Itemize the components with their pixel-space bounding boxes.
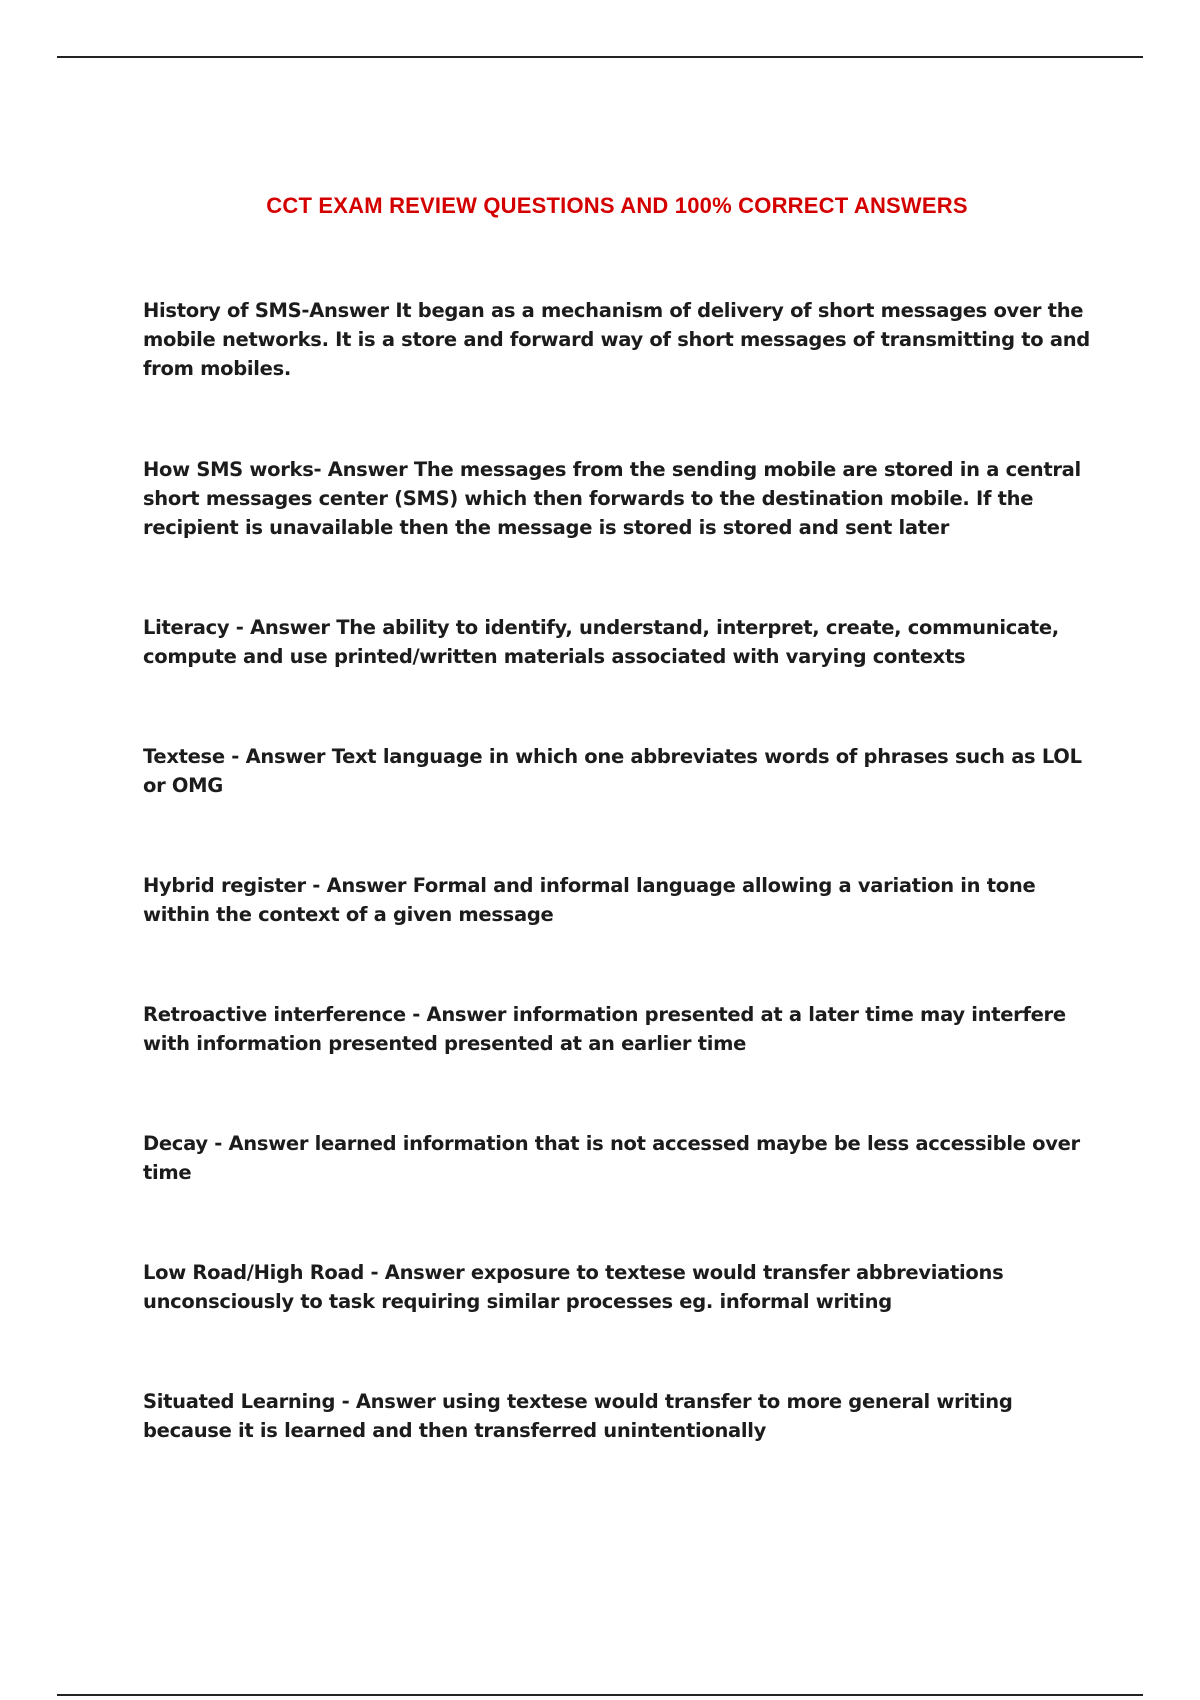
qa-item-how-sms-works: How SMS works- Answer The messages from the sending mobile are stored in a central short messages center (SMS) which then forwards to the destination mobile. If the recipient is unavailable then the message is stored is stored and sent later (143, 458, 1081, 539)
qa-item-decay: Decay - Answer learned information that is not accessed maybe be less accessible over time (143, 1132, 1080, 1184)
top-rule (57, 56, 1143, 58)
qa-item-history-of-sms: History of SMS-Answer It began as a mechanism of delivery of short messages over the mobile networks. It is a store and forward way of short messages of transmitting to and from mobiles. (143, 299, 1090, 380)
bottom-rule (57, 1694, 1143, 1696)
qa-item-hybrid-register: Hybrid register - Answer Formal and informal language allowing a variation in tone within the context of a given message (143, 874, 1036, 926)
qa-item-retroactive-interference: Retroactive interference - Answer information presented at a later time may interfere with information presented presented at an earlier time (143, 1003, 1066, 1055)
qa-item-textese: Textese - Answer Text language in which one abbreviates words of phrases such as LOL or OMG (143, 745, 1082, 797)
qa-item-low-road-high-road: Low Road/High Road - Answer exposure to textese would transfer abbreviations unconsciously to task requiring similar processes eg. informal writing (143, 1261, 1004, 1313)
qa-item-literacy: Literacy - Answer The ability to identify, understand, interpret, create, communicate, compute and use printed/written materials associated with varying contexts (143, 616, 1059, 668)
document-title: CCT EXAM REVIEW QUESTIONS AND 100% CORRECT ANSWERS (266, 193, 968, 218)
qa-item-situated-learning: Situated Learning - Answer using textese would transfer to more general writing because it is learned and then transferred unintentionally (143, 1390, 1013, 1442)
